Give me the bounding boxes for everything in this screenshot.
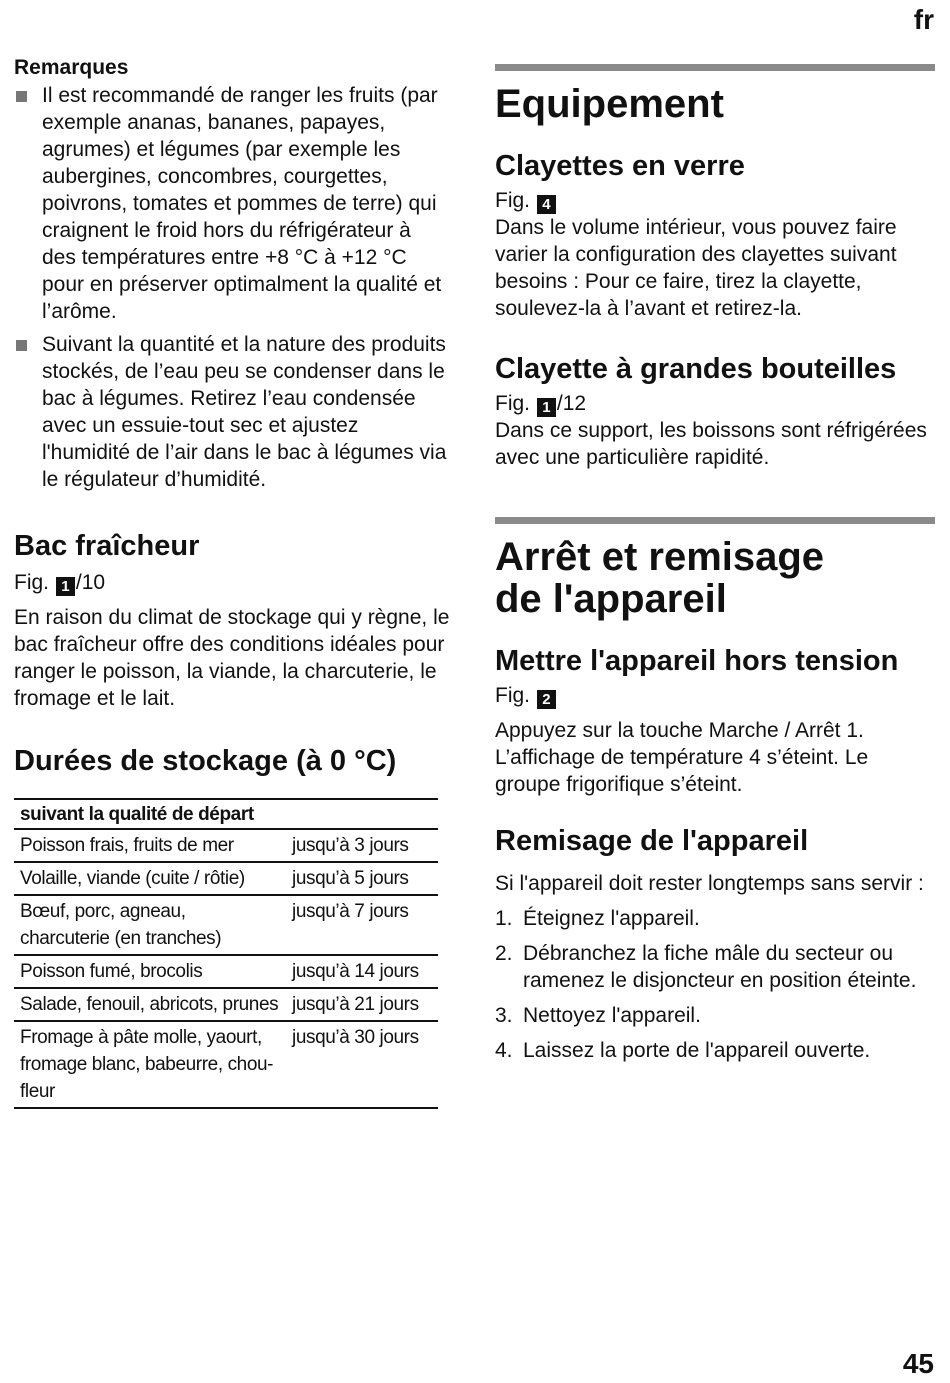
table-cell-time: jusqu’à 21 jours [286, 988, 438, 1021]
step-number: 3. [495, 1004, 513, 1027]
remarks-title: Remarques [14, 56, 129, 79]
table-cell-time: jusqu’à 5 jours [286, 862, 438, 895]
remark-text: Il est recommandé de ranger les fruits (par exemple ananas, bananes, papayes, agrumes) et légumes (par exemple les aubergines, concombres, courgettes, poivrons, tomates et pommes de terre) qui craignent le froid hors du réfrigérateur à des températures entre +8 °C à +12 °C pour en préserver optimalment la qualité et l’arôme. [42, 84, 442, 323]
step-number: 4. [495, 1039, 513, 1062]
table-row [14, 1021, 438, 1108]
table-cell-item: Volaille, viande (cuite / rôtie) [14, 862, 286, 895]
table-header: suivant la qualité de départ [14, 799, 438, 829]
table-cell-time: jusqu’à 3 jours [286, 829, 438, 862]
figure-number-box: 4 [537, 195, 556, 214]
step-text: Nettoyez l'appareil. [523, 1004, 701, 1027]
clayettes-text: Dans le volume intérieur, vous pouvez faire varier la configuration des clayettes suivant besoins : Pour ce faire, tirez la clayette, soulevez-la à l’avant et retirez-la. [495, 216, 897, 320]
section-title-durees: Durées de stockage (à 0 °C) [14, 745, 397, 777]
fig-label: Fig. [495, 189, 531, 212]
table-row [14, 988, 438, 1021]
step-number: 2. [495, 942, 513, 965]
section-title-remisage: Remisage de l'appareil [495, 825, 809, 857]
fig-label: Fig. [495, 684, 531, 707]
fig-suffix: /10 [75, 571, 106, 594]
section-divider [495, 64, 935, 71]
list-item [495, 905, 935, 932]
remisage-intro: Si l'appareil doit rester longtemps sans servir : [495, 872, 924, 895]
chapter-title-equipement: Equipement [495, 82, 724, 126]
list-item [495, 940, 935, 994]
hors-tension-text: Appuyez sur la touche Marche / Arrêt 1. L’affichage de température 4 s’éteint. Le groupe frigorifique s’éteint. [495, 719, 869, 796]
list-item [14, 82, 450, 325]
list-item [495, 1002, 935, 1029]
bac-fraicheur-text: En raison du climat de stockage qui y règne, le bac fraîcheur offre des conditions idéales pour ranger le poisson, la viande, la charcuterie, le fromage et le lait. [14, 606, 450, 710]
remisage-steps [495, 905, 935, 1064]
bullet-square-icon [16, 91, 27, 102]
table-cell-item: Poisson fumé, brocolis [14, 955, 286, 988]
table-cell-item: Fromage à pâte molle, yaourt, fromage blanc, babeurre, chou-fleur [14, 1021, 286, 1108]
right-column [495, 64, 935, 1072]
left-column [14, 56, 450, 1109]
section-title-bouteilles: Clayette à grandes bouteilles [495, 353, 897, 385]
chapter-title-line: Arrêt et remisage [495, 535, 825, 579]
section-title-clayettes: Clayettes en verre [495, 150, 745, 182]
remarks-list [14, 82, 450, 493]
section-title-hors-tension: Mettre l'appareil hors tension [495, 645, 899, 677]
figure-reference [495, 390, 935, 417]
figure-reference [495, 682, 935, 709]
list-item [495, 1037, 935, 1064]
table-cell-item: Salade, fenouil, abricots, prunes [14, 988, 286, 1021]
table-row [14, 895, 438, 955]
section-divider [495, 517, 935, 524]
table-row [14, 829, 438, 862]
section-title-bac-fraicheur: Bac fraîcheur [14, 530, 200, 562]
language-tag: fr [913, 4, 934, 35]
table-cell-item: Poisson frais, fruits de mer [14, 829, 286, 862]
page-number: 45 [902, 1348, 934, 1379]
step-text: Éteignez l'appareil. [523, 907, 700, 930]
storage-duration-table [14, 798, 438, 1109]
table-cell-time: jusqu’à 7 jours [286, 895, 438, 955]
list-item [14, 331, 450, 493]
table-cell-item: Bœuf, porc, agneau, charcuterie (en tranches) [14, 895, 286, 955]
fig-suffix: /12 [556, 392, 587, 415]
bullet-square-icon [16, 340, 27, 351]
table-row [14, 862, 438, 895]
figure-reference [495, 187, 935, 214]
fig-label: Fig. [495, 392, 531, 415]
fig-label: Fig. [14, 571, 50, 594]
step-text: Débranchez la fiche mâle du secteur ou ramenez le disjoncteur en position éteinte. [523, 942, 917, 992]
step-text: Laissez la porte de l'appareil ouverte. [523, 1039, 871, 1062]
chapter-title-line: de l'appareil [495, 577, 727, 621]
table-cell-time: jusqu’à 14 jours [286, 955, 438, 988]
chapter-title-arret [495, 536, 935, 620]
figure-reference [14, 569, 450, 596]
table-header-row [14, 799, 438, 829]
figure-number-box: 1 [56, 577, 75, 596]
table-row [14, 955, 438, 988]
figure-number-box: 2 [537, 690, 556, 709]
step-number: 1. [495, 907, 513, 930]
bouteilles-text: Dans ce support, les boissons sont réfrigérées avec une particulière rapidité. [495, 419, 927, 469]
figure-number-box: 1 [537, 398, 556, 417]
remark-text: Suivant la quantité et la nature des produits stockés, de l’eau peu se condenser dans le bac à légumes. Retirez l’eau condensée avec un essuie-tout sec et ajustez l'humidité de l’air dans le bac à légumes via le régulateur d’humidité. [42, 333, 447, 491]
table-cell-time: jusqu’à 30 jours [286, 1021, 438, 1108]
